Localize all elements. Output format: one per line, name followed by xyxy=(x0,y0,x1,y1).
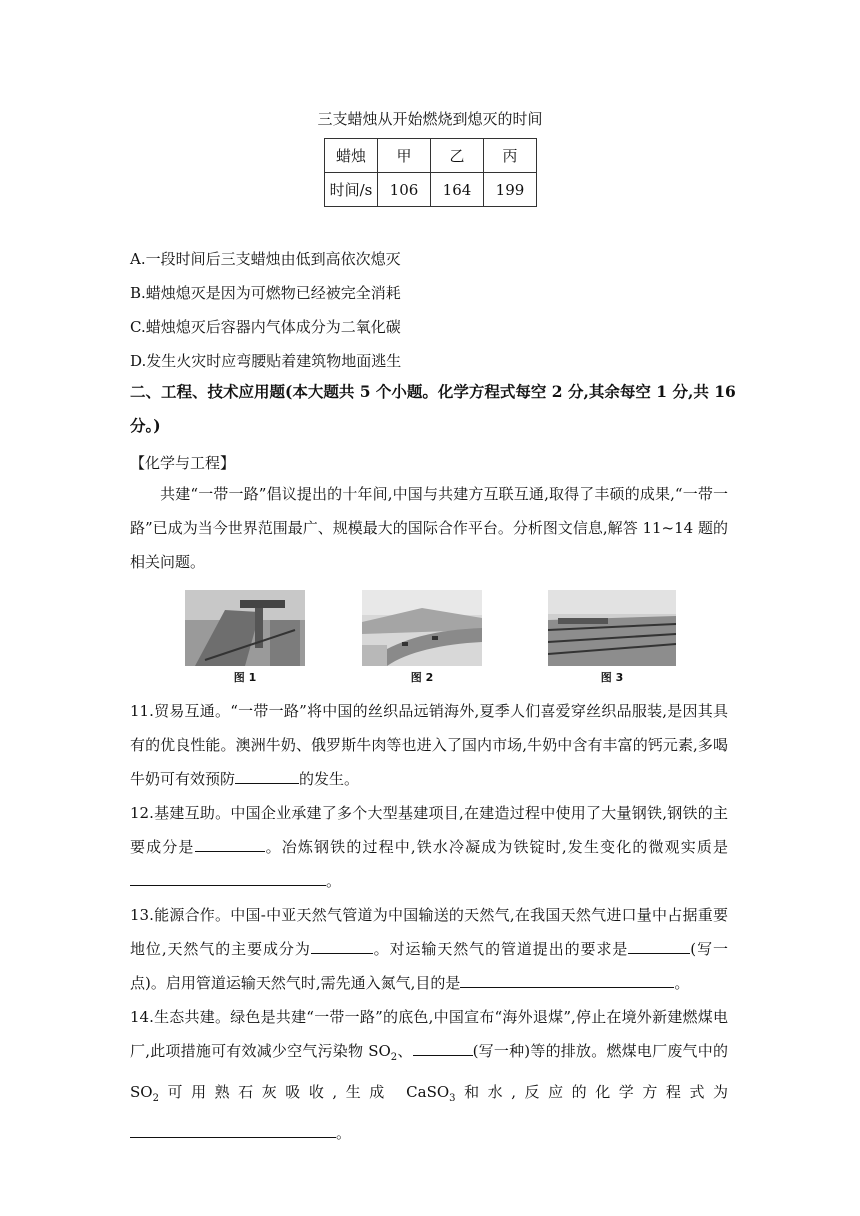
table-cell: 199 xyxy=(484,173,537,207)
candle-time-table xyxy=(324,138,537,207)
table-cell: 乙 xyxy=(431,139,484,173)
q13-text-2: 。对运输天然气的管道提出的要求是 xyxy=(372,940,629,958)
q13-text-1: 13.能源合作。中国-中亚天然气管道为中国输送的天然气,在我国天然气进口量中占据重要地位,天然气的主要成分为 xyxy=(130,906,728,958)
question-11 xyxy=(130,694,728,796)
option-a: A.一段时间后三支蜡烛由低到高依次熄灭 xyxy=(130,250,401,268)
subheading: 【化学与工程】 xyxy=(130,454,236,472)
intro-paragraph xyxy=(130,477,728,579)
table-cell: 106 xyxy=(378,173,431,207)
table-cell: 时间/s xyxy=(325,173,378,207)
figure-3-caption: 图 3 xyxy=(600,671,624,684)
question-13 xyxy=(130,898,728,1000)
option-d: D.发生火灾时应弯腰贴着建筑物地面逃生 xyxy=(130,352,402,370)
answer-blank[interactable] xyxy=(235,767,299,784)
figure-2-image xyxy=(362,590,482,666)
q14-text-1: 14.生态共建。绿色是共建“一带一路”的底色,中国宣布“海外退煤”,停止在境外新建燃煤电厂,此项措施可有效减少空气污染物 SO xyxy=(130,1008,728,1060)
option-c: C.蜡烛熄灭后容器内气体成分为二氧化碳 xyxy=(130,318,401,336)
q14-text-2: 、 xyxy=(397,1042,413,1060)
table-cell: 164 xyxy=(431,173,484,207)
table-cell: 甲 xyxy=(378,139,431,173)
q14-text-4: 可用熟石灰吸收,生成 CaSO xyxy=(158,1083,450,1101)
table-cell: 蜡烛 xyxy=(325,139,378,173)
option-b: B.蜡烛熄灭是因为可燃物已经被完全消耗 xyxy=(130,284,401,302)
q13-text-3: (写一点)。启用管道运输天然气时,需先通入氮气,目的是 xyxy=(130,940,728,992)
q11-text: 11.贸易互通。“一带一路”将中国的丝织品远销海外,夏季人们喜爱穿丝织品服装,是因其具有的优良性能。澳洲牛奶、俄罗斯牛肉等也进入了国内市场,牛奶中含有丰富的钙元素,多喝牛奶可有效预防 xyxy=(130,702,728,788)
q12-text-1: 12.基建互助。中国企业承建了多个大型基建项目,在建造过程中使用了大量钢铁,钢铁的主要成分是 xyxy=(130,804,728,856)
intro-text: 共建“一带一路”倡议提出的十年间,中国与共建方互联互通,取得了丰硕的成果,“一带一路”已成为当今世界范围最广、规模最大的国际合作平台。分析图文信息,解答 11~14 题的相关问题。 xyxy=(130,485,728,571)
q14-text-5: 和水,反应的化学方程式为 xyxy=(455,1083,728,1101)
section-title: 二、工程、技术应用题(本大题共 5 个小题。化学方程式每空 2 分,其余每空 1 分,共 16 分。) xyxy=(130,382,736,435)
figure-1-image xyxy=(185,590,305,666)
q14-text-3: (写一种)等的排放。燃煤电厂废气中的 SO xyxy=(130,1042,728,1101)
answer-blank[interactable] xyxy=(460,971,674,988)
q13-end: 。 xyxy=(674,974,690,992)
answer-blank[interactable] xyxy=(195,835,265,852)
q11-end: 的发生。 xyxy=(299,770,360,788)
answer-blank[interactable] xyxy=(413,1039,473,1056)
question-12 xyxy=(130,796,728,898)
figure-3-image xyxy=(548,590,676,666)
answer-blank[interactable] xyxy=(311,937,373,954)
q12-text-2: 。冶炼钢铁的过程中,铁水冷凝成为铁锭时,发生变化的微观实质是 xyxy=(264,838,728,856)
question-14 xyxy=(130,1000,728,1150)
figure-2-caption: 图 2 xyxy=(410,671,434,684)
answer-blank[interactable] xyxy=(628,937,690,954)
table-header-row xyxy=(325,139,537,173)
q14-sub-2: 2 xyxy=(152,1093,159,1104)
q14-end: 。 xyxy=(336,1124,352,1142)
answer-blank[interactable] xyxy=(130,1121,336,1138)
figure-1-caption: 图 1 xyxy=(233,671,257,684)
q12-end: 。 xyxy=(326,872,342,890)
table-cell: 丙 xyxy=(484,139,537,173)
answer-blank[interactable] xyxy=(130,869,326,886)
q14-sub-3: 3 xyxy=(449,1093,456,1104)
table-row xyxy=(325,173,537,207)
table-caption: 三支蜡烛从开始燃烧到熄灭的时间 xyxy=(317,110,543,128)
q14-sub-1: 2 xyxy=(390,1052,398,1063)
